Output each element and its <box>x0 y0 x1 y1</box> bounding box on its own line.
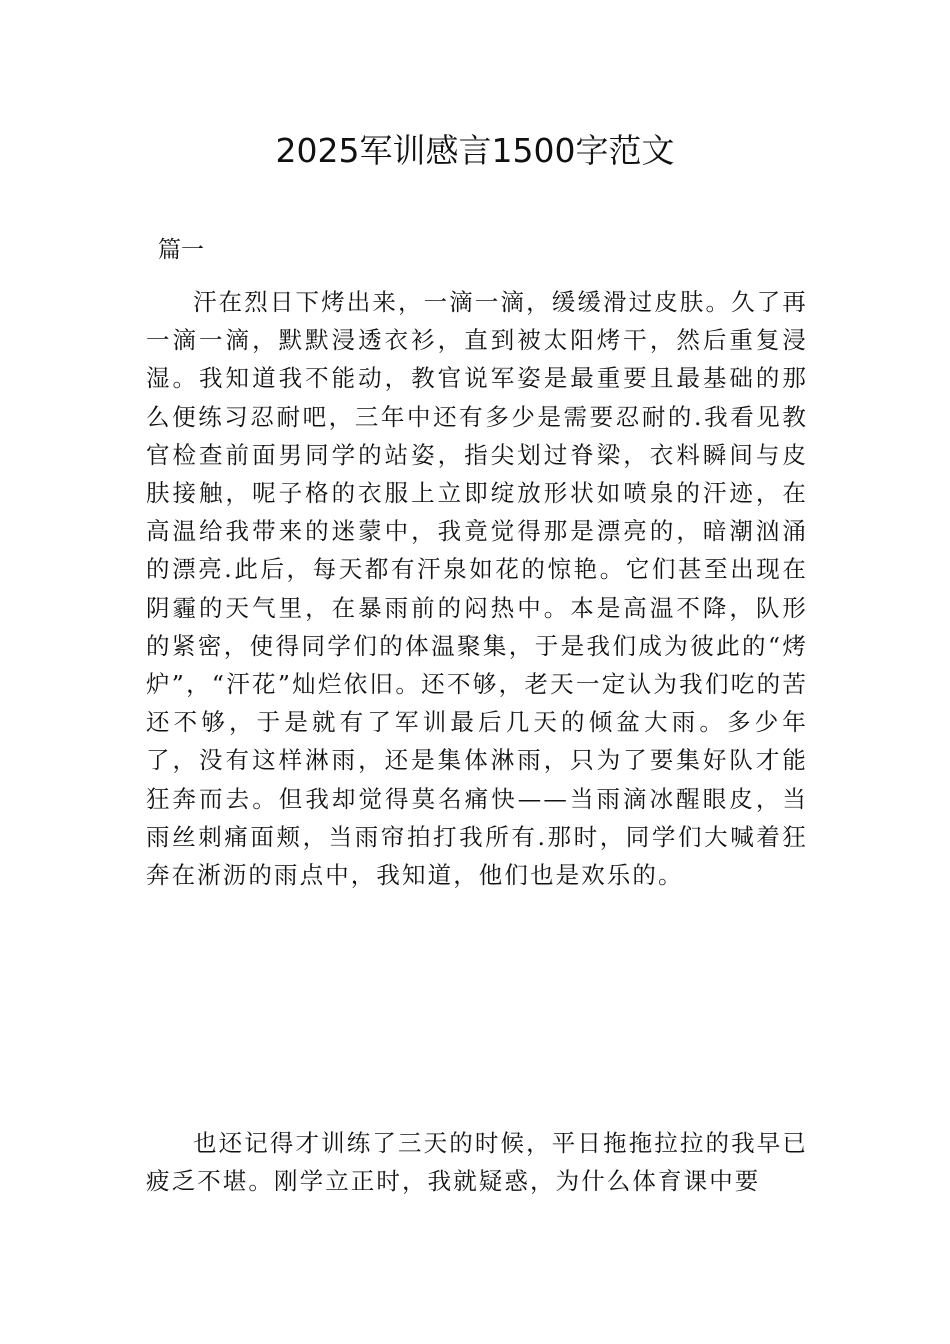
document-title: 2025军训感言1500字范文 <box>275 131 675 170</box>
paragraph-2: 也还记得才训练了三天的时候，平日拖拖拉拉的我早已疲乏不堪。刚学立正时，我就疑惑，为什么体育课中要 <box>146 1129 808 1196</box>
paragraph-1: 汗在烈日下烤出来，一滴一滴，缓缓滑过皮肤。久了再一滴一滴，默默浸透衣衫，直到被太阳烤干，然后重复浸湿。我知道我不能动，教官说军姿是最重要且最基础的那么便练习忍耐吧，三年中还有多少是需要忍耐的.我看见教官检查前面男同学的站姿，指尖划过脊梁，衣料瞬间与皮肤接触，呢子格的衣服上立即绽放形状如喷泉的汗迹，在高温给我带来的迷蒙中，我竟觉得那是漂亮的，暗潮汹涌的漂亮.此后，每天都有汗泉如花的惊艳。它们甚至出现在阴霾的天气里，在暴雨前的闷热中。本是高温不降，队形的紧密，使得同学们的体温聚集，于是我们成为彼此的“烤炉”，“汗花”灿烂依旧。还不够，老天一定认为我们吃的苦还不够，于是就有了军训最后几天的倾盆大雨。多少年了，没有这样淋雨，还是集体淋雨，只为了要集好队才能狂奔而去。但我却觉得莫名痛快——当雨滴冰醒眼皮，当雨丝刺痛面颊，当雨帘拍打我所有.那时，同学们大喊着狂奔在淅沥的雨点中，我知道，他们也是欢乐的。 <box>146 288 808 890</box>
section-label: 篇一 <box>158 237 204 263</box>
